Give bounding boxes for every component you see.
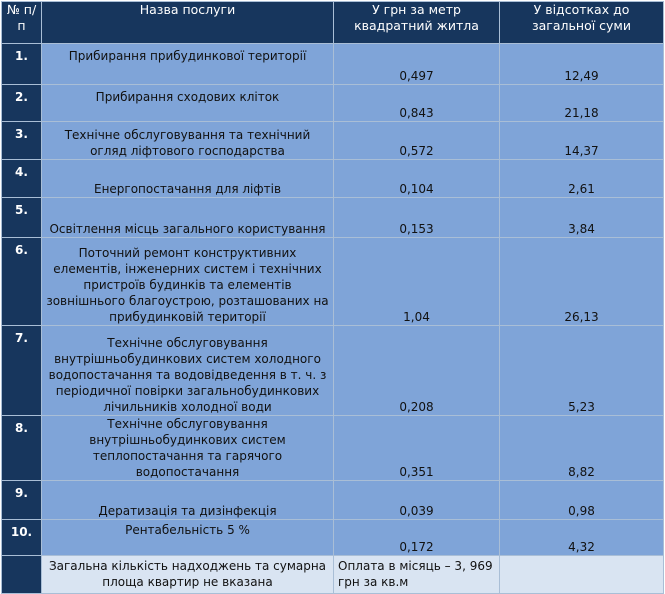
table-row <box>2 198 664 238</box>
table-row <box>2 160 664 198</box>
price-per-sqm: 0,572 <box>334 122 500 160</box>
percent-of-total: 5,23 <box>500 326 664 416</box>
table-row <box>2 416 664 481</box>
percent-of-total: 14,37 <box>500 122 664 160</box>
price-per-sqm: 1,04 <box>334 238 500 326</box>
percent-of-total: 26,13 <box>500 238 664 326</box>
service-name: Прибирання сходових кліток <box>42 85 334 122</box>
service-name: Прибирання прибудинкової території <box>42 44 334 85</box>
service-name: Освітлення місць загального користування <box>42 198 334 238</box>
percent-of-total: 0,98 <box>500 481 664 520</box>
row-number: 4. <box>2 160 42 198</box>
row-number: 6. <box>2 238 42 326</box>
service-name: Технічне обслуговування внутрішньобудинкових систем теплопостачання та гарячого водопостачання <box>42 416 334 481</box>
table-row <box>2 122 664 160</box>
summary-note: Загальна кількість надходжень та сумарна площа квартир не вказана <box>42 556 334 594</box>
price-per-sqm: 0,497 <box>334 44 500 85</box>
table-row <box>2 238 664 326</box>
table-row <box>2 520 664 556</box>
percent-of-total: 12,49 <box>500 44 664 85</box>
service-name: Дератизація та дизінфекція <box>42 481 334 520</box>
table-row <box>2 44 664 85</box>
row-number: 7. <box>2 326 42 416</box>
header-number: № п/п <box>2 2 42 44</box>
percent-of-total: 8,82 <box>500 416 664 481</box>
row-number: 8. <box>2 416 42 481</box>
price-per-sqm: 0,208 <box>334 326 500 416</box>
header-percent: У відсотках до загальної суми <box>500 2 664 44</box>
row-number: 3. <box>2 122 42 160</box>
monthly-payment: Оплата в місяць – 3, 969 грн за кв.м <box>334 556 500 594</box>
row-number: 9. <box>2 481 42 520</box>
tariff-table <box>1 1 664 594</box>
service-name: Енергопостачання для ліфтів <box>42 160 334 198</box>
row-number: 2. <box>2 85 42 122</box>
row-number: 1. <box>2 44 42 85</box>
service-name: Рентабельність 5 % <box>42 520 334 556</box>
row-number: 10. <box>2 520 42 556</box>
summary-number-cell <box>2 556 42 594</box>
header-per-sqm: У грн за метр квадратний житла <box>334 2 500 44</box>
header-service: Назва послуги <box>42 2 334 44</box>
header-row <box>2 2 664 44</box>
service-name: Технічне обслуговування внутрішньобудинкових систем холодного водопостачання та водовідведення в т. ч. з періодичної повірки загальнобудинкових лічильників холодної води <box>42 326 334 416</box>
table-row <box>2 326 664 416</box>
price-per-sqm: 0,172 <box>334 520 500 556</box>
percent-of-total: 21,18 <box>500 85 664 122</box>
price-per-sqm: 0,843 <box>334 85 500 122</box>
price-per-sqm: 0,104 <box>334 160 500 198</box>
service-name: Поточний ремонт конструктивних елементів, інженерних систем і технічних пристроїв будинків та елементів зовнішнього благоустрою, розташованих на прибудинковій території <box>42 238 334 326</box>
table-row <box>2 85 664 122</box>
price-per-sqm: 0,351 <box>334 416 500 481</box>
table-row <box>2 481 664 520</box>
row-number: 5. <box>2 198 42 238</box>
summary-empty-cell <box>500 556 664 594</box>
percent-of-total: 3,84 <box>500 198 664 238</box>
percent-of-total: 2,61 <box>500 160 664 198</box>
service-name: Технічне обслуговування та технічний огляд ліфтового господарства <box>42 122 334 160</box>
summary-row <box>2 556 664 594</box>
price-per-sqm: 0,153 <box>334 198 500 238</box>
percent-of-total: 4,32 <box>500 520 664 556</box>
price-per-sqm: 0,039 <box>334 481 500 520</box>
